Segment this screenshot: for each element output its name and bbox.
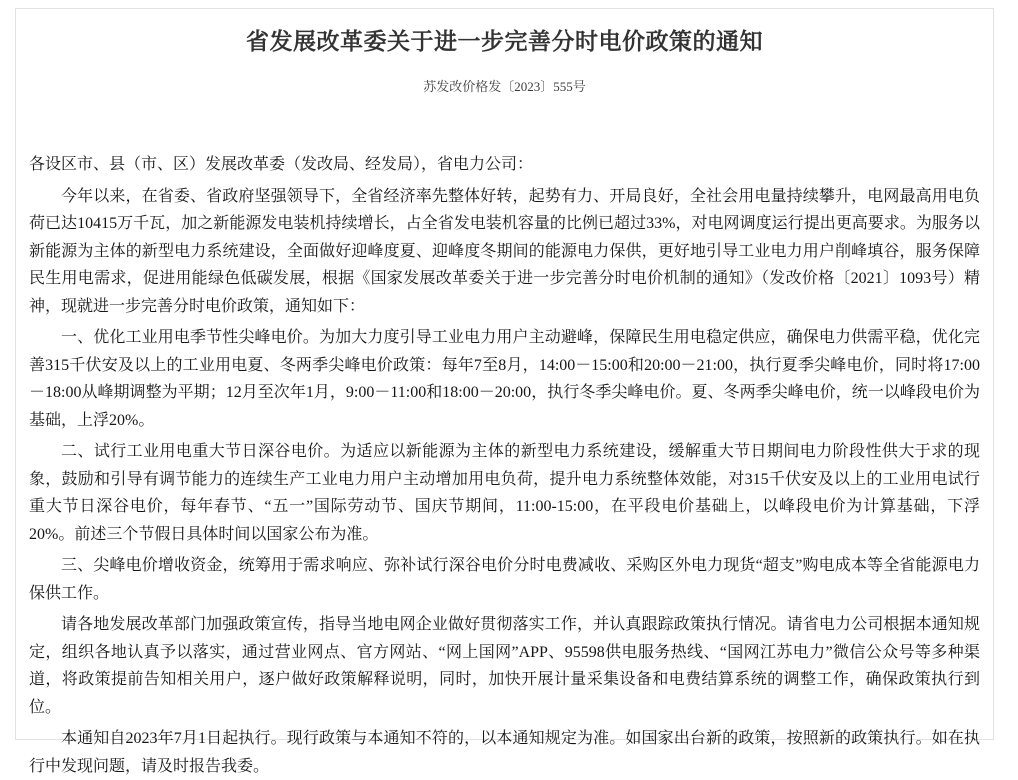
- paragraph-effective-date: 本通知自2023年7月1日起执行。现行政策与本通知不符的，以本通知规定为准。如国家出台新的政策，按照新的政策执行。如在执行中发现问题，请及时报告我委。: [29, 730, 980, 775]
- paragraph-section-3: 三、尖峰电价增收资金，统筹用于需求响应、弥补试行深谷电价分时电费减收、采购区外电力现货“超支”购电成本等全省能源电力保供工作。: [29, 557, 980, 602]
- document-title: 省发展改革委关于进一步完善分时电价政策的通知: [246, 29, 763, 54]
- document-number: 苏发改价格发〔2023〕555号: [423, 79, 586, 94]
- paragraph-section-2: 二、试行工业用电重大节日深谷电价。为适应以新能源为主体的新型电力系统建设，缓解重大节日期间电力阶段性供大于求的现象，鼓励和引导有调节能力的连续生产工业电力用户主动增加用电负荷，提升电力系统整体效能，对315千伏安及以上的工业用电试行重大节日深谷电价，每年春节、“五一”国际劳动节、国庆节期间，11:00-15:00，在平段电价基础上，以峰段电价为计算基础，下浮20%。前述三个节假日具体时间以国家公布为准。: [29, 443, 980, 543]
- paragraph-intro: 今年以来，在省委、省政府坚强领导下，全省经济率先整体好转，起势有力、开局良好，全社会用电量持续攀升，电网最高用电负荷已达10415万千瓦，加之新能源发电装机持续增长，占全省发电装机容量的比例已超过33%，对电网调度运行提出更高要求。为服务以新能源为主体的新型电力系统建设，全面做好迎峰度夏、迎峰度冬期间的能源电力保供，更好地引导工业电力用户削峰填谷，服务保障民生用电需求，促进用能绿色低碳发展，根据《国家发展改革委关于进一步完善分时电价机制的通知》（发改价格〔2021〕1093号）精神，现就进一步完善分时电价政策，通知如下：: [29, 187, 980, 315]
- document-page: [15, 8, 994, 775]
- paragraph-implementation: 请各地发展改革部门加强政策宣传，指导当地电网企业做好贯彻落实工作，并认真跟踪政策执行情况。请省电力公司根据本通知规定，组织各地认真予以落实，通过营业网点、官方网站、“网上国网”APP、95598供电服务热线、“国网江苏电力”微信公众号等多种渠道，将政策提前告知相关用户，逐户做好政策解释说明，同时，加快开展计量采集设备和电费结算系统的调整工作，确保政策执行到位。: [29, 616, 980, 716]
- document-body: [29, 151, 980, 780]
- paragraph-section-1: 一、优化工业用电季节性尖峰电价。为加大力度引导工业电力用户主动避峰，保障民生用电稳定供应，确保电力供需平稳，优化完善315千伏安及以上的工业用电夏、冬两季尖峰电价政策：每年7至8月，14:00－15:00和20:00－21:00，执行夏季尖峰电价，同时将17:00－18:00从峰期调整为平期；12月至次年1月，9:00－11:00和18:00－20:00，执行冬季尖峰电价。夏、冬两季尖峰电价，统一以峰段电价为基础，上浮20%。: [29, 329, 980, 429]
- salutation-line: 各设区市、县（市、区）发展改革委（发改局、经发局），省电力公司：: [29, 156, 534, 173]
